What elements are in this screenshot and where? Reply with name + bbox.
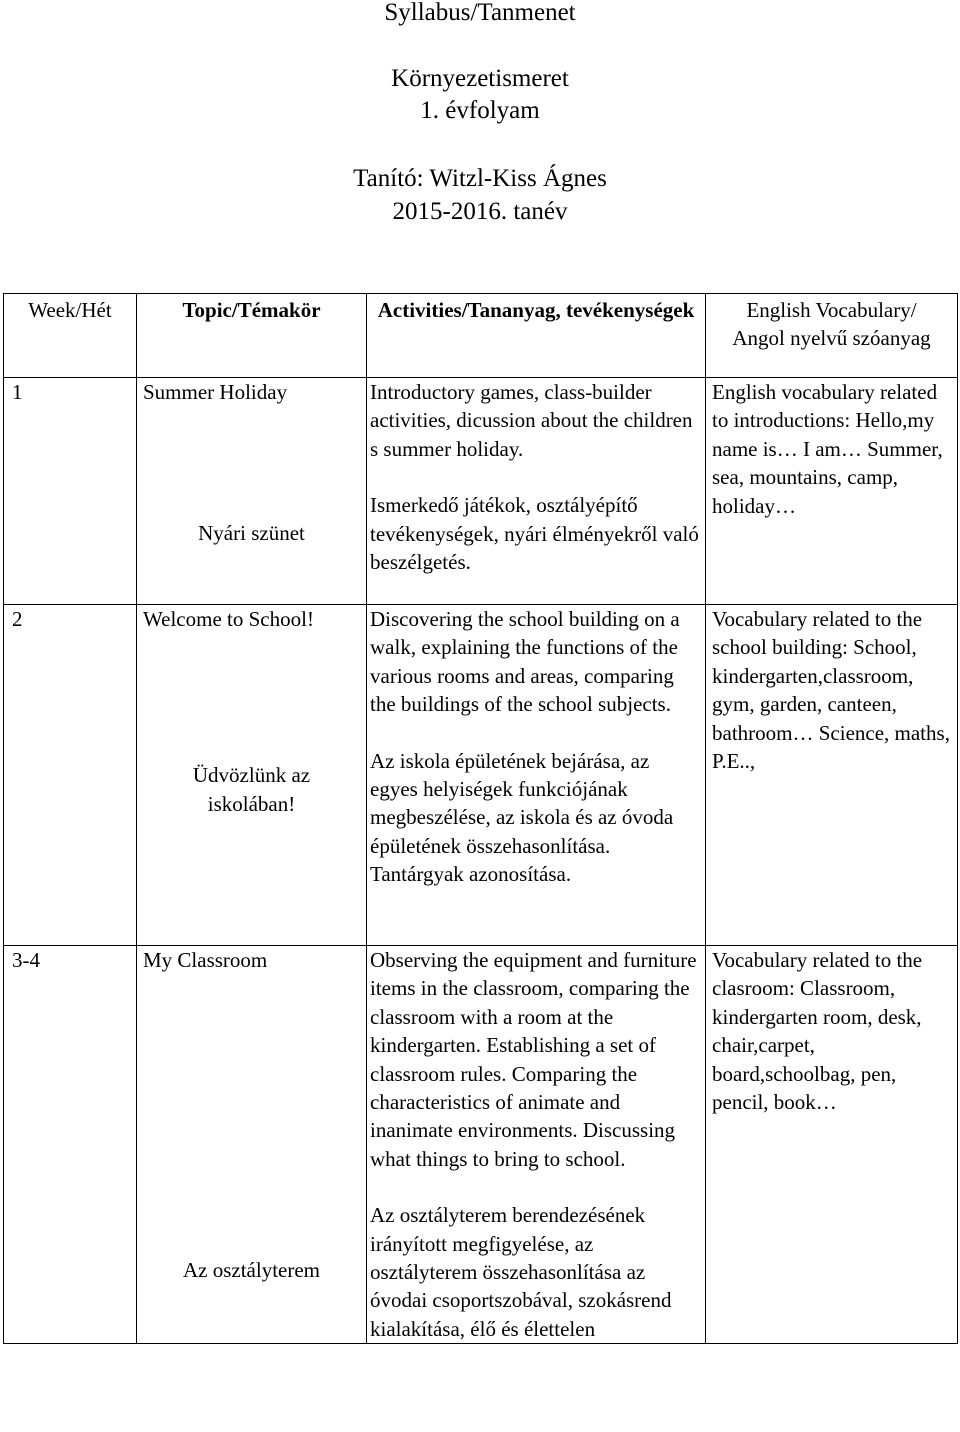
topic-cell	[137, 378, 367, 605]
header-activities: Activities/Tananyag, tevékenységek	[367, 294, 706, 378]
activities-hu: Az iskola épületének bejárása, az egyes helyiségek funkciójának megbeszélése, az iskola és az óvoda épületének összehasonlítása. Tantárgyak azonosítása.	[370, 748, 674, 887]
topic-cell	[137, 605, 367, 946]
table-row	[4, 946, 958, 1344]
school-year-label: 2015-2016. tanév	[392, 198, 568, 225]
header-vocabulary: English Vocabulary/ Angol nyelvű szóanyag	[706, 294, 958, 378]
topic-hu: Nyári szünet	[198, 521, 305, 546]
grade-label: 1. évfolyam	[420, 97, 540, 124]
activities-cell	[367, 378, 706, 605]
vocabulary-cell: Vocabulary related to the clasroom: Classroom, kindergarten room, desk, chair,carpet, board,schoolbag, pen, pencil, book…	[706, 946, 958, 1344]
activities-en: Discovering the school building on a walk, explaining the functions of the various rooms and areas, comparing the buildings of the school subjects.	[370, 607, 680, 717]
activities-hu: Az osztályterem berendezésének irányított megfigyelése, az osztályterem összehasonlítása az óvodai csoportszobával, szokásrend kialakítása, élő és élettelen	[370, 1203, 672, 1341]
table-row	[4, 378, 958, 605]
activities-cell	[367, 946, 706, 1344]
topic-cell	[137, 946, 367, 1344]
teacher-label: Tanító: Witzl-Kiss Ágnes	[353, 165, 607, 192]
topic-hu: Üdvözlünk az iskolában!	[192, 763, 311, 816]
doc-title: Syllabus/Tanmenet	[384, 0, 576, 26]
week-cell: 2	[4, 605, 137, 946]
subject-title: Környezetismeret	[391, 65, 569, 92]
table-row	[4, 605, 958, 946]
table-header-row	[4, 294, 958, 378]
activities-hu: Ismerkedő játékok, osztályépítő tevékenységek, nyári élményekről való beszélgetés.	[370, 493, 699, 575]
topic-en: Welcome to School!	[143, 607, 314, 631]
vocabulary-cell: English vocabulary related to introductions: Hello,my name is… I am… Summer, sea, mountains, camp, holiday…	[706, 378, 958, 605]
header-topic: Topic/Témakör	[137, 294, 367, 378]
topic-hu: Az osztályterem	[182, 1258, 321, 1283]
activities-en: Introductory games, class-builder activities, dicussion about the children s summer holiday.	[370, 380, 693, 461]
activities-en: Observing the equipment and furniture items in the classroom, comparing the classroom with a room at the kindergarten. Establishing a set of classroom rules. Comparing the characteristics of animate and inanimate environments. Discussing what things to bring to school.	[370, 948, 697, 1171]
syllabus-table	[3, 293, 958, 1344]
topic-en: Summer Holiday	[143, 380, 288, 404]
week-cell: 3-4	[4, 946, 137, 1344]
week-cell: 1	[4, 378, 137, 605]
header-week: Week/Hét	[4, 294, 137, 378]
vocabulary-cell: Vocabulary related to the school building: School, kindergarten,classroom, gym, garden, canteen, bathroom… Science, maths, P.E..,	[706, 605, 958, 946]
activities-cell	[367, 605, 706, 946]
topic-en: My Classroom	[143, 948, 268, 972]
